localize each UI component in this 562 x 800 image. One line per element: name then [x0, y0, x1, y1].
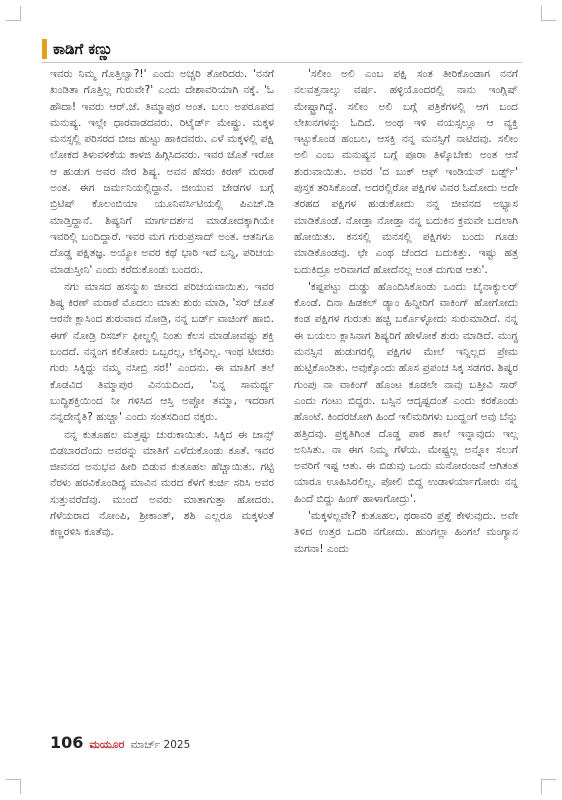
- crop-mark-top-left: [6, 6, 21, 21]
- section-accent-bar: [42, 39, 47, 59]
- paragraph: ನಗು ಮಾಸದ ಹಸನ್ಮುಖ ಜೀವದ ಪರಿಚಯವಾಯಿತು. ಇವರ ಶಿಷ್ಯ ಕಿರಣ್ ಮರಾಠೆ ಮೊದಲು ಮಾತು ಶುರು ಮಾಡಿ, 'ಸರ್ ಜೊತೆ ಆರನೇ ಕ್ಲಾಸಿಂದ ಶುರುವಾದ ನೋಡ್ರಿ, ನನ್ನ ಬರ್ಡ್ ವಾಚಿಂಗ್ ಹಾಬಿ. ಈಗ್ ನೋಡ್ರಿ ರಿಸರ್ಚ್ ಫೀಲ್ಡಲ್ಲಿ ನಿಂತು ಕೆಲಸ ಮಾಡೋವಷ್ಟು ಶಕ್ತಿ ಬಂದದೆ. ನನ್ನಂಗ ಕಲಿತೋರು ಒಬ್ಬರಲ್ಲ, ಲೆಕ್ಕವಿಲ್ಲ. ಇಂಥ ಟೀಚರು ಗುರು ಸಿಕ್ಕಿದ್ದು ನಮ್ಮ ನಸೀಬ್ರಿ ಸರ!' ಎಂದನು. ಈ ಮಾತಿಗೆ ತಲೆ ಕೊಡವಿದ ತಿಮ್ಮಾಪುರ ವಿನಯದಿಂದ, 'ನಿನ್ನ ಸಾಮರ್ಥ್ಯ ಬುದ್ಧಿಶಕ್ತಿಯಿಂದ ನೀ ಗಳಿಸಿದ ಆಸ್ತಿ ಅಪ್ಪೋ ತಮ್ಮಾ, ಇದರಾಗ ನನ್ನದೇನೈತಿ? ಹುಚ್ಚಾ' ಎಂದು ಸಂತಸದಿಂದ ನಕ್ಕರು.: [50, 280, 274, 424]
- paragraph: 'ಕಷ್ಟಪಟ್ಟು ದುಡ್ಡು ಹೊಂದಿಸಿಕೊಂಡು ಒಂದು ಬೈನಾಕ್ಯುಲರ್ ಕೊಂಡೆ. ದಿನಾ ಹಿಡಕಲ್ ಡ್ಯಾಂ ಹಿನ್ನೀರಿಗೆ ವಾಕಿಂಗ್ ಹೋಗೋದು ಕಂಡ ಪಕ್ಷಿಗಳ ಗುರುತು ಹಚ್ಚಿ ಬರ್ಕೊಳ್ಳೋದು ಸುರುಮಾಡಿದೆ. ನನ್ನ ಈ ಬಯಲು ಕ್ಲಾಸಿನಾಗ ಶಿಷ್ಯರಿಗೆ ಹೇಳೋಕೆ ಶುರು ಮಾಡಿದೆ. ಮುಗ್ಧ ಮನಸ್ಸಿನ ಹುಡುಗರಲ್ಲಿ ಪಕ್ಷಿಗಳ ಮೇಲೆ ಇನ್ನಿಲ್ಲದ ಪ್ರೇಮ ಹುಟ್ಟಿಕೊಂಡಿತು. ಅವುಕ್ಕೊಂದು ಹೊಸ ಪ್ರಪಂಚ ಸಿಕ್ಕ ಸಡಗರ. ಶಿಷ್ಯರ ಗುಂಪು ನಾ ವಾಕಿಂಗ್ ಹೊಂಟ ಕೂಡಲೇ ನಾವು ಬತ್ತೀವಿ ಸಾರ್ ಎಂದು ಗಂಟು ಬಿದ್ದರು. ಬಸ್ಸಿನ ಆದೃಷ್ಟದಂತೆ ಎಂದು ಕರಕೊಂಡು ಹೊಂಟೆ. ಕಿಂದರಜೋಗಿ ಹಿಂದೆ ಇಲಿಮರಿಗಳು ಬಂದ್ಹಂಗೆ ಅವು ಬೆನ್ನು ಹತ್ತಿದವು. ಪ್ರಕೃತಿಗಿಂತ ದೊಡ್ಡ ಪಾಠ ಶಾಲೆ ಇನ್ನಾವುದು ಇಲ್ಲ ಅನಿಸಿತು. ನಾ ಈಗ ನಿಮ್ಮ ಗೆಳೆಯ. ಮೇಷ್ಟ್ರಲ್ಲ ಅನ್ನೋ ಸಲುಗೆ ಅವರಿಗೆ ಇಷ್ಟ ಆತು. ಈ ಬಿಡುವು ಒಂದು ಮನೋರಂಜನೆ ಆಗಿತಂತ ಯಾರೂ ಊಹಿಸಿರಲಿಲ್ಲ. ಪೋಲಿ ಬಿದ್ದ ಉಡಾಳರ್ಯಾಗೋರು ನನ್ನ ಹಿಂದೆ ಬಿದ್ದು ಹಿಂಗ್ ಹಾಳಾಗೋದ್ರು'.: [294, 280, 518, 505]
- section-title: ಕಾಡಿಗೆ ಕಣ್ಣು: [53, 40, 113, 58]
- magazine-logo: ಮಯೂರ: [89, 738, 125, 751]
- left-column: [50, 66, 274, 541]
- paragraph: 'ಸಲೀಂ ಅಲಿ ಎಂಬ ಪಕ್ಷಿ ಸಂತ ತೀರಿಕೊಂಡಾಗ ನನಗೆ ನಲವತ್ತನಾಲ್ಕು ವರ್ಷ. ಹಳ್ಳಿಯೊಂದರಲ್ಲಿ ನಾನು ಇಂಗ್ಲಿಷ್ ಮೇಷ್ಟ್ರಾಗಿದ್ದೆ. ಸಲೀಂ ಅಲಿ ಬಗ್ಗೆ ಪತ್ರಿಕೆಗಳಲ್ಲಿ ಆಗ ಬಂದ ಲೇಖನಗಳನ್ನು ಓದಿದೆ. ಅಂಥ ಇಳಿ ವಯಸ್ಸಲ್ಲೂ ಆ ವ್ಯಕ್ತಿ ಇಟ್ಟುಕೊಂಡ ಹಂಬಲ, ಆಸಕ್ತಿ ನನ್ನ ಮನಸ್ಸಿಗೆ ನಾಟಿದವು. ಸಲೀಂ ಅಲಿ ಎಂಬ ಮನುಷ್ಯನ ಬಗ್ಗೆ ಪೂರಾ ತಿಳ್ಕೊಬೇಕು ಅಂತ ಆಸೆ ಶುರುವಾಯಿತು. ಅವರ 'ದ ಬುಕ್ ಆಫ್ ಇಂಡಿಯನ್ ಬರ್ಡ್ಸ್' ಪುಸ್ತಕ ತರಿಸಿಕೊಂಡೆ. ಅದರಲ್ಲಿರೋ ಪಕ್ಷಿಗಳ ವಿವರ ಓದೋದು ಅದೇ ತರಹದ ಪಕ್ಷಿಗಳ ಹುಡುಕೋದು ನನ್ನ ಜೀವನದ ಅಭ್ಯಾಸ ಮಾಡಿಕೊಂಡೆ. ನೋಡ್ತಾ ನೋಡ್ತಾ ನನ್ನ ಬದುಕಿನ ಕ್ರಮವೇ ಬದಲಾಗಿ ಹೋಯಿತು. ಕನಸಲ್ಲಿ ಮನಸಲ್ಲಿ ಪಕ್ಷಿಗಳು ಬಂದು ಗೂಡು ಮಾಡಿಕೊಂಡವು. ಛೇ ಎಂಥ ಚೆಂದದ ಬದುಕಿತ್ತು. ಇಷ್ಟು ಹತ್ರ ಬದುಕಿದ್ರೂ ಅರಿವಾಗದೆ ಹೋದೆನಲ್ಲ ಅಂತ ದುಗುಡ ಆತು'.: [294, 68, 518, 276]
- crop-mark-bottom-right: [541, 779, 556, 794]
- header-divider: [42, 62, 522, 63]
- paragraph: ಇವರು ನಿಮ್ಮ ಗೊತ್ತಿಲ್ವಾ?!' ಎಂದು ಅಚ್ಚರಿ ತೋರಿದರು. 'ನನಗೆ ಖಂಡಿತಾ ಗೊತ್ತಿಲ್ಲ ಗುರುವೇ?' ಎಂದು ದೇಶಾವರಿಯಾಗಿ ನಕ್ಕೆ. 'ಓ ಹೌದಾ! ಇವರು ಆರ್.ಜೆ. ತಿಮ್ಮಾಪುರ ಅಂತ. ಬಲು ಅಪರೂಪದ ಮನುಷ್ಯ. ಇಲ್ಲೇ ಧಾರವಾಡದವರು. ರಿಟೈರ್ಡ್ ಮೇಷ್ಟ್ರು. ಮಕ್ಕಳ ಮನಸ್ಸಲ್ಲಿ ಪರಿಸರದ ಬೀಜ ಹುಟ್ಟು ಹಾಕಿದವರು. ಎಳೆ ಮಕ್ಕಳಲ್ಲಿ ಪಕ್ಷಿ ಲೋಕದ ತಿಳುವಳಿಕೆಯ ಕಾಳಜಿ ಹಿಗ್ಗಿಸಿದವರು. ಇವರ ಜೊತೆ ಇರೋ ಆ ಹುಡುಗ ಅವರ ನೇರ ಶಿಷ್ಯ. ಅವನ ಹೆಸರು ಕಿರಣ್ ಮರಾಠೆ ಅಂತ. ಈಗ ಜರ್ಮನಿಯಲ್ಲಿದ್ದಾನೆ. ಜೀಯುವ ಜೇಡಗಳ ಬಗ್ಗೆ ಬ್ರಿಟಿಷ್ ಕೊಲಂಬಿಯಾ ಯೂನಿವರ್ಸಿಟಿಯಲ್ಲಿ ಪಿಎಚ್.ಡಿ ಮಾಡ್ತಿದ್ದಾನೆ. ಶಿಷ್ಯನಿಗೆ ಮಾರ್ಗದರ್ಶನ ಮಾಡೋದಕ್ಕಾಗಿಯೇ ಇವರಿಲ್ಲಿ ಬಂದಿದ್ದಾರೆ. ಇವರ ಮಗ ಗುರುಪ್ರಸಾದ್ ಅಂತ. ಆತನಿಗೂ ದೊಡ್ಡ ಪಕ್ಷಿತಜ್ಞ. ಅಯ್ಯೋ ಅವರ ಕಥೆ ಭಾರಿ ಇದೆ ಬನ್ನಿ, ಪರಿಚಯ ಮಾಡುಸ್ತೀನಿ' ಎಂದು ಕರೆದುಕೊಂಡು ಬಂದರು.: [50, 68, 274, 276]
- page-footer: [50, 733, 190, 753]
- paragraph: ನನ್ನ ಕುತೂಹಲ ಮತ್ತಷ್ಟು ಚುರುಕಾಯಿತು. ಸಿಕ್ಕಿದ ಈ ಚಾನ್ಸ್ ಬಿಡಬಾರದೆಂದು ಅವರನ್ನು ಮಾತಿಗೆ ಎಳೆದುಕೊಂಡು ಕೂತೆ. ಇವರ ಜೀವನದ ಅನುಭವ ಹೀರಿ ಬಿಡುವ ಕುತೂಹಲ ಹೆಚ್ಚಾಯಿತು. ಗಟ್ಟಿ ನೆರಳು ಹರವಿಕೊಂಡಿದ್ದ ಮಾವಿನ ಮರದ ಕೆಳಗೆ ಕುರ್ಚಿ ಸರಿಸಿ ಅವರ ಸುತ್ತುವರೆದೆವು. ಮುಂದೆ ಅವರು ಮಾತಾಗುತ್ತಾ ಹೋದರು. ಗೆಳೆಯರಾದ ನೋಂಪಿ, ಶ್ರೀಕಾಂತ್, ಶಶಿ ಎಲ್ಲರೂ ಮಕ್ಕಳಂತೆ ಕಣ್ಣರಳಿಸಿ ಕೂತೆವು.: [50, 428, 274, 539]
- crop-mark-bottom-left: [6, 779, 21, 794]
- section-header: [42, 38, 113, 60]
- right-column: [294, 66, 518, 557]
- page-number: 106: [50, 733, 84, 752]
- issue-date: ಮಾರ್ಚ್ 2025: [130, 739, 191, 751]
- paragraph: 'ಮಕ್ಕಳಲ್ಲವೇ? ಕುತೂಹಲ, ಥರಾವರಿ ಪ್ರಶ್ನೆ ಕೇಳುವುದು. ಅವೇ ತಿಳಿದ ಉತ್ತರ ಒದರಿ ನಗೋದು. ಹುಂಗಲ್ಲಾ ಹಿಂಗಲೆ ಮಂಗ್ಯಾನ ಮಗನಾ! ಎಂದು: [294, 510, 518, 555]
- crop-mark-top-right: [541, 6, 556, 21]
